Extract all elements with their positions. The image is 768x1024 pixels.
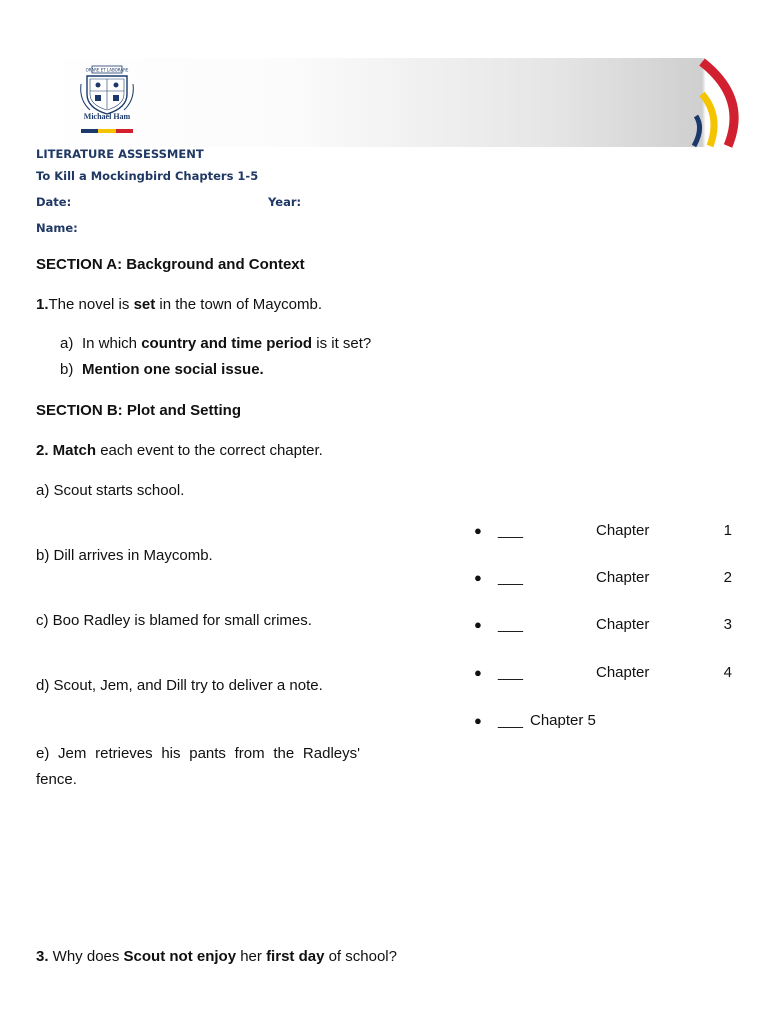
question-1-text-post: in the town of Maycomb. xyxy=(155,296,322,313)
chapter-number: 1 xyxy=(723,522,732,539)
question-2-bold: Match xyxy=(48,442,97,459)
question-1a-pre: In which xyxy=(82,335,142,352)
answer-blank[interactable]: ___ xyxy=(498,569,524,586)
chapter-word: Chapter xyxy=(596,569,650,586)
event-b: b) Dill arrives in Maycomb. xyxy=(36,547,213,564)
chapter-number: 4 xyxy=(723,664,732,681)
chapter-text: Chapter 5 xyxy=(530,712,596,729)
year-label: Year: xyxy=(268,195,302,209)
date-label: Date: xyxy=(36,195,72,209)
bullet-icon: ● xyxy=(474,617,482,632)
chapter-number: 3 xyxy=(723,616,732,633)
bullet-icon: ● xyxy=(474,570,482,585)
question-2-post: each event to the correct chapter. xyxy=(96,442,323,459)
section-b-heading: SECTION B: Plot and Setting xyxy=(36,402,241,419)
question-1-text-pre: The novel is xyxy=(48,296,134,313)
question-3 xyxy=(36,948,397,965)
bullet-icon: ● xyxy=(474,713,482,728)
chapter-number: 2 xyxy=(723,569,732,586)
school-crest-logo xyxy=(78,64,136,136)
event-c: c) Boo Radley is blamed for small crimes. xyxy=(36,612,312,629)
chapter-item xyxy=(474,712,732,729)
question-1b-bold: Mention one social issue. xyxy=(82,361,264,378)
question-1a xyxy=(60,335,371,352)
assessment-title: LITERATURE ASSESSMENT xyxy=(36,147,204,161)
event-d: d) Scout, Jem, and Dill try to deliver a note. xyxy=(36,677,323,694)
event-a: a) Scout starts school. xyxy=(36,482,185,499)
question-2 xyxy=(36,442,323,459)
chapter-word: Chapter xyxy=(596,616,650,633)
chapter-item xyxy=(474,664,732,681)
answer-blank[interactable]: ___ xyxy=(498,616,524,633)
chapter-item xyxy=(474,522,732,539)
chapter-item xyxy=(474,616,732,633)
question-3-mid: her xyxy=(236,948,267,965)
logo-color-bar xyxy=(81,129,133,133)
question-3-bold-1: Scout not enjoy xyxy=(123,948,237,965)
assessment-subtitle: To Kill a Mockingbird Chapters 1-5 xyxy=(36,169,259,183)
name-label: Name: xyxy=(36,221,78,235)
question-1a-mark: a) xyxy=(60,335,74,352)
question-2-number: 2. xyxy=(36,442,49,459)
question-3-post: of school? xyxy=(324,948,397,965)
chapter-item xyxy=(474,569,732,586)
question-3-number: 3. xyxy=(36,948,49,965)
question-1a-post: is it set? xyxy=(312,335,372,352)
logo-motto: ORARE ET LABORARE xyxy=(85,67,129,73)
answer-blank[interactable]: ___ xyxy=(498,712,524,729)
question-1 xyxy=(36,296,322,313)
answer-blank[interactable]: ___ xyxy=(498,664,524,681)
question-3-bold-2: first day xyxy=(266,948,325,965)
header-banner xyxy=(36,58,768,147)
question-1-text-bold: set xyxy=(133,296,156,313)
bullet-icon: ● xyxy=(474,523,482,538)
question-1b-mark: b) xyxy=(60,361,74,378)
logo-name: Michael Ham xyxy=(83,112,131,121)
event-e: e) Jem retrieves his pants from the Radleys' fence. xyxy=(36,745,360,788)
bullet-icon: ● xyxy=(474,665,482,680)
section-a-heading: SECTION A: Background and Context xyxy=(36,256,305,273)
question-1a-bold: country and time period xyxy=(141,335,313,352)
chapter-word: Chapter xyxy=(596,522,650,539)
chapter-word: Chapter xyxy=(596,664,650,681)
question-1-number: 1. xyxy=(36,296,49,313)
question-3-pre: Why does xyxy=(48,948,124,965)
decorative-arcs xyxy=(676,58,746,148)
question-1b xyxy=(60,361,264,378)
answer-blank[interactable]: ___ xyxy=(498,522,524,539)
